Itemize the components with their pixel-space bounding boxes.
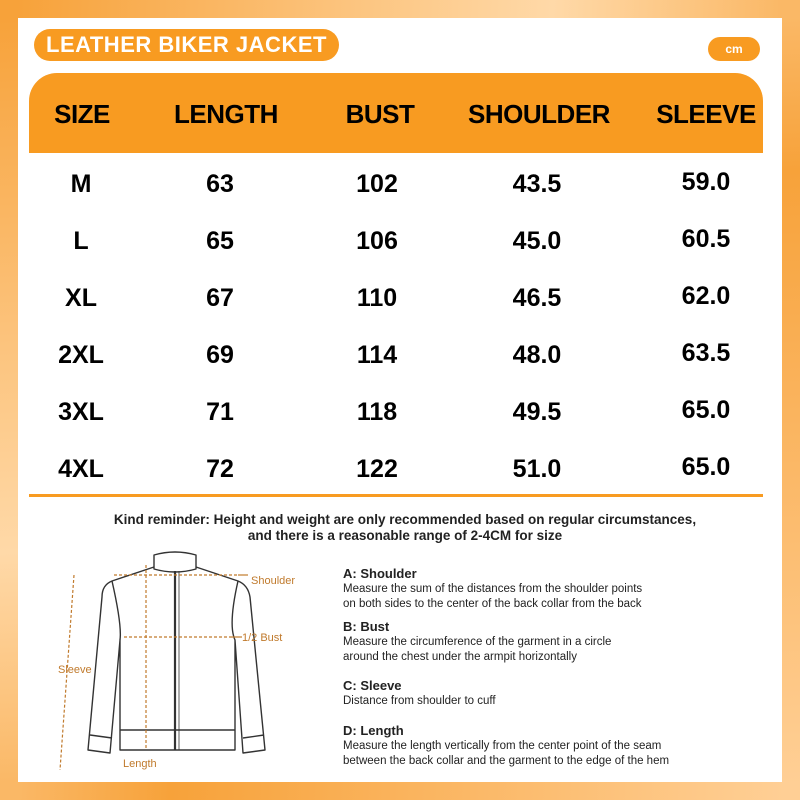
cell-sleeve: 59.0 [681, 168, 731, 196]
cell-sleeve: 63.5 [681, 339, 731, 367]
cell-shoulder: 45.0 [512, 227, 562, 255]
cell-shoulder: 46.5 [512, 284, 562, 312]
cell-bust: 102 [356, 170, 398, 198]
header-shoulder: SHOULDER [468, 99, 610, 129]
cell-shoulder: 48.0 [512, 341, 562, 369]
cell-size: 2XL [58, 341, 104, 369]
cell-size: L [73, 227, 89, 255]
cell-bust: 106 [356, 227, 398, 255]
cell-shoulder: 43.5 [512, 170, 562, 198]
product-title: LEATHER BIKER JACKET [34, 29, 339, 61]
cell-length: 65 [206, 227, 234, 255]
cell-length: 72 [206, 455, 234, 483]
measurement-text: around the chest under the armpit horizontally [343, 651, 577, 663]
measurement-text: Distance from shoulder to cuff [343, 695, 496, 707]
cell-length: 71 [206, 398, 234, 426]
cell-shoulder: 49.5 [512, 398, 562, 426]
measurement-heading: B: Bust [343, 619, 390, 634]
bust-label: 1/2 Bust [242, 632, 283, 644]
measurement-sleeve [343, 678, 763, 709]
header-bust: BUST [345, 99, 415, 129]
cell-size: 4XL [58, 455, 104, 483]
unit-badge: cm [708, 37, 760, 61]
cell-length: 63 [206, 170, 234, 198]
header-size: SIZE [54, 99, 110, 129]
section-divider [29, 494, 763, 497]
cell-bust: 122 [356, 455, 398, 483]
measurement-text: Measure the circumference of the garment in a circle [343, 636, 612, 648]
cell-length: 67 [206, 284, 234, 312]
cell-bust: 114 [356, 341, 398, 369]
reminder-line-1: Kind reminder: Height and weight are only recommended based on regular circumstances, [113, 512, 697, 527]
cell-sleeve: 65.0 [681, 453, 731, 481]
cell-sleeve: 60.5 [681, 225, 731, 253]
cell-size: XL [65, 284, 97, 312]
measurement-bust [343, 619, 763, 665]
measurement-heading: A: Shoulder [343, 566, 417, 581]
reminder-line-2: and there is a reasonable range of 2-4CM for size [247, 528, 563, 543]
measurement-shoulder [343, 566, 763, 612]
measurement-heading: D: Length [343, 723, 404, 738]
collar-shape [154, 552, 196, 572]
measurement-text: Measure the length vertically from the center point of the seam [343, 740, 662, 752]
sleeve-label: Sleeve [58, 664, 92, 676]
header-sleeve: SLEEVE [656, 99, 756, 129]
measurement-text: between the back collar and the garment to the edge of the hem [343, 755, 670, 767]
cell-shoulder: 51.0 [512, 455, 562, 483]
jacket-measurement-diagram [50, 545, 320, 775]
cell-length: 69 [206, 341, 234, 369]
length-label: Length [123, 758, 157, 770]
cell-sleeve: 62.0 [681, 282, 731, 310]
cell-size: M [70, 170, 92, 198]
measurement-text: on both sides to the center of the back collar from the back [343, 598, 642, 610]
measurement-length [343, 723, 763, 769]
header-length: LENGTH [174, 99, 278, 129]
measurement-text: Measure the sum of the distances from the shoulder points [343, 583, 643, 595]
cell-bust: 110 [356, 284, 398, 312]
measurement-heading: C: Sleeve [343, 678, 402, 693]
size-reminder [60, 512, 750, 544]
shoulder-label: Shoulder [251, 575, 296, 587]
cell-bust: 118 [356, 398, 398, 426]
cell-sleeve: 65.0 [681, 396, 731, 424]
cell-size: 3XL [58, 398, 104, 426]
